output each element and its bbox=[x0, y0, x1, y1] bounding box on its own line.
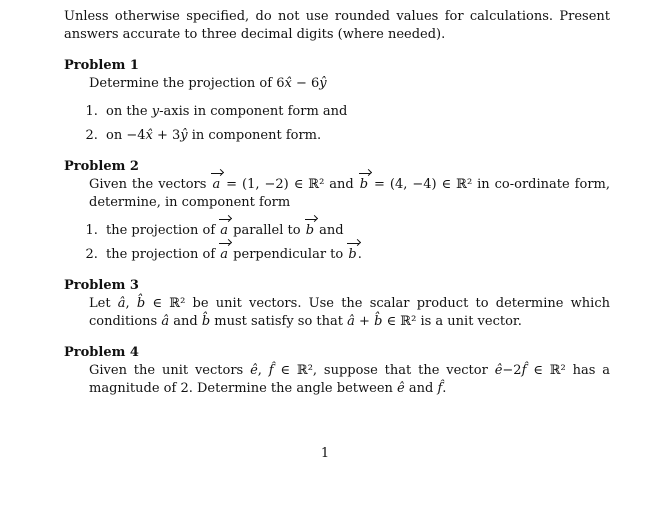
problem-title: Problem 3 bbox=[64, 278, 139, 293]
subproblem-list bbox=[64, 103, 610, 145]
problem-title: Problem 1 bbox=[64, 58, 139, 73]
list-item: 1. on the y-axis in component form and bbox=[102, 103, 610, 121]
subproblem-list bbox=[64, 222, 610, 264]
problem-title: Problem 4 bbox=[64, 345, 139, 360]
problem-statement: Given the vectors a = (1, −2) ∈ ℝ² and b = (4, −4) ∈ ℝ² in co-ordinate form, determine, in component form bbox=[89, 177, 610, 210]
problem-3 bbox=[64, 277, 610, 331]
instructions-paragraph: Unless otherwise specified, do not use rounded values for calculations. Present answers accurate to three decimal digits (where needed). bbox=[64, 9, 610, 42]
list-item: 2. on −4x̂ + 3ŷ in component form. bbox=[102, 127, 610, 145]
page-number: 1 bbox=[320, 446, 330, 461]
problem-statement: Given the unit vectors ê, f̂ ∈ ℝ², suppose that the vector ê−2f̂ ∈ ℝ² has a magnitude of 2. Determine the angle between ê and f̂. bbox=[89, 363, 610, 396]
problem-title: Problem 2 bbox=[64, 159, 139, 174]
problem-4 bbox=[64, 344, 610, 398]
list-item: 2. the projection of a perpendicular to b. bbox=[102, 246, 610, 264]
document-page bbox=[64, 8, 610, 398]
problem-statement: Let â, b̂ ∈ ℝ² be unit vectors. Use the scalar product to determine which conditions â and b̂ must satisfy so that â + b̂ ∈ ℝ² is a unit vector. bbox=[89, 296, 610, 329]
problem-statement: Determine the projection of 6x̂ − 6ŷ bbox=[89, 76, 327, 91]
problem-2 bbox=[64, 158, 610, 264]
problem-1 bbox=[64, 57, 610, 145]
list-item: 1. the projection of a parallel to b and bbox=[102, 222, 610, 240]
